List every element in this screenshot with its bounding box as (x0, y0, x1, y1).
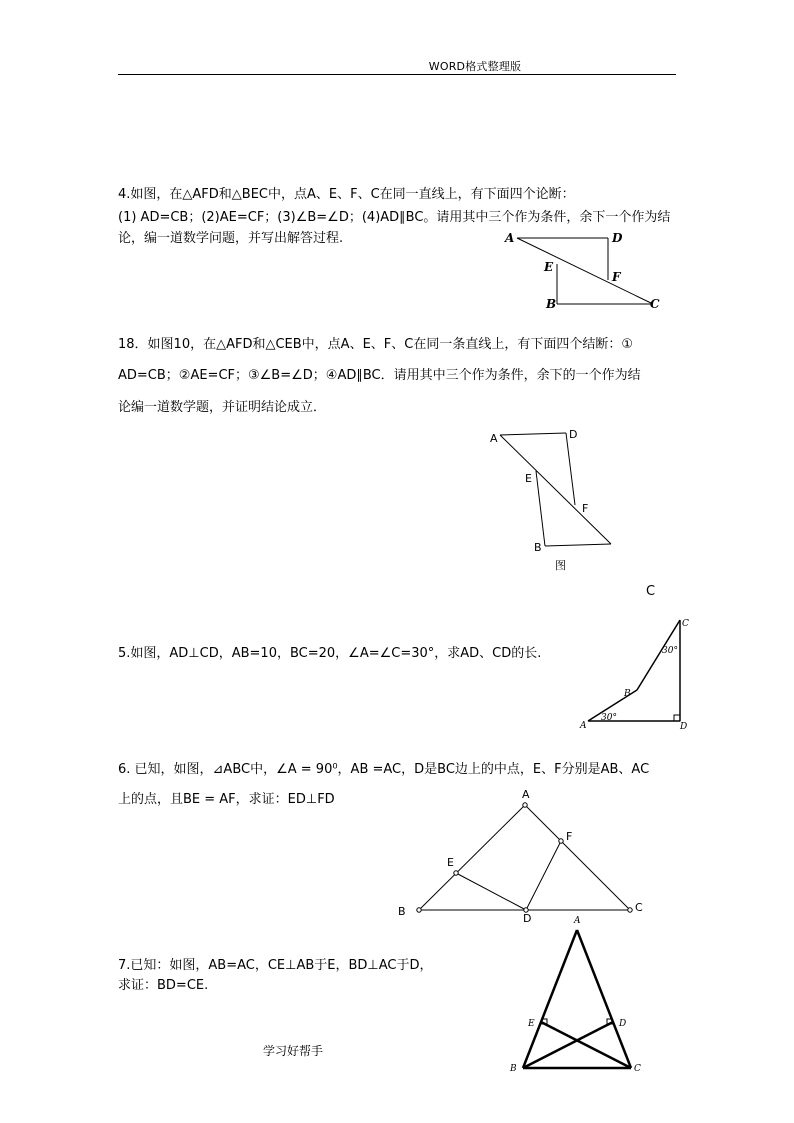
p6-label-e: E (447, 856, 454, 869)
p7-seg-bd (523, 1022, 613, 1068)
p4-label-f: F (612, 270, 621, 284)
p6-label-a: A (522, 788, 530, 801)
p6-point-e (454, 871, 458, 875)
p5-label-a: A (580, 721, 587, 731)
p4-label-d: D (612, 231, 623, 245)
problem5-stray-label: C (646, 584, 656, 599)
problem5-figure (574, 612, 694, 734)
p6-seg-ab (419, 805, 525, 910)
page-header (0, 58, 794, 74)
problem6-line1: 6. 已知，如图，⊿ABC中，∠A = 90⁰，AB =AC，D是BC边上的中点，E、F分别是AB、AC (118, 762, 650, 777)
p18-label-f: F (582, 502, 589, 515)
p4-label-c: C (650, 297, 660, 311)
p18-seg-df (566, 433, 575, 505)
p5-right-angle-mark (674, 715, 680, 721)
p18-caption: 图 (555, 559, 566, 572)
p18-seg-ac (500, 435, 611, 544)
header-rule (118, 74, 676, 75)
p6-point-b (417, 908, 421, 912)
problem7-line1: 7.已知：如图，AB=AC，CE⊥AB于E，BD⊥AC于D， (118, 958, 433, 973)
p6-label-f: F (566, 830, 573, 843)
problem4-line1: 4.如图，在△AFD和△BEC中，点A、E、F、C在同一直线上，有下面四个论断： (118, 187, 575, 202)
p7-label-b: B (510, 1064, 517, 1074)
p6-point-a (523, 803, 527, 807)
problem6-figure (392, 786, 652, 925)
p5-label-d: D (680, 722, 688, 732)
p18-label-a: A (490, 432, 498, 445)
page-footer: 学习好帮手 (263, 1044, 324, 1058)
p7-seg-ab (523, 930, 577, 1068)
p6-label-d: D (523, 912, 532, 925)
problem18-line3: 论编一道数学题，并证明结论成立． (118, 400, 327, 415)
p7-seg-ac (577, 930, 631, 1068)
p7-label-c: C (634, 1064, 641, 1074)
problem4-figure (500, 228, 670, 314)
p6-label-c: C (635, 901, 643, 914)
p5-label-angle-c: 30° (662, 646, 678, 656)
p5-label-angle-a: 30° (601, 713, 617, 723)
p5-label-c: C (682, 619, 689, 629)
problem4-line3: 论，编一道数学问题，并写出解答过程. (118, 231, 344, 246)
header-title: WORD格式整理版 (428, 60, 522, 73)
p7-seg-ce (541, 1022, 631, 1068)
p18-label-d: D (569, 428, 578, 441)
p4-label-b: B (546, 297, 557, 311)
p7-label-e: E (528, 1019, 535, 1029)
problem5-text: 5.如图，AD⊥CD，AB=10，BC=20，∠A=∠C=30°，求AD、CD的长. (118, 646, 542, 661)
p6-seg-fd (526, 841, 561, 910)
problem4-line2: (1) AD=CB；(2)AE=CF；(3)∠B=∠D；(4)AD∥BC。请用其中三个作为条件，余下一个作为结 (118, 210, 671, 225)
p4-label-e: E (544, 260, 554, 274)
p6-point-f (559, 839, 563, 843)
p4-label-a: A (505, 231, 515, 245)
p18-label-b: B (534, 541, 542, 554)
problem18-line1: 18．如图10，在△AFD和△CEB中，点A、E、F、C在同一条直线上，有下面四个结断：① (118, 337, 633, 352)
p18-seg-bc (545, 544, 611, 546)
p18-label-e: E (525, 472, 532, 485)
problem7-figure (506, 912, 656, 1076)
problem7-line2: 求证：BD=CE. (118, 978, 209, 993)
p7-label-d: D (619, 1019, 627, 1029)
p18-seg-ad (500, 433, 566, 435)
problem18-figure (486, 426, 616, 576)
problem18-line2: AD=CB；②AE=CF；③∠B=∠D；④AD∥BC．请用其中三个作为条件，余下的一个作为结 (118, 368, 641, 383)
p6-label-b: B (398, 905, 406, 918)
p7-label-a: A (574, 916, 581, 926)
p6-seg-ac (525, 805, 630, 910)
p4-seg-ac (517, 238, 653, 304)
p6-seg-ed (456, 873, 526, 910)
problem6-line2: 上的点，且BE = AF，求证：ED⊥FD (118, 792, 335, 807)
p18-seg-eb (536, 471, 545, 546)
p5-label-b: B (624, 689, 631, 699)
